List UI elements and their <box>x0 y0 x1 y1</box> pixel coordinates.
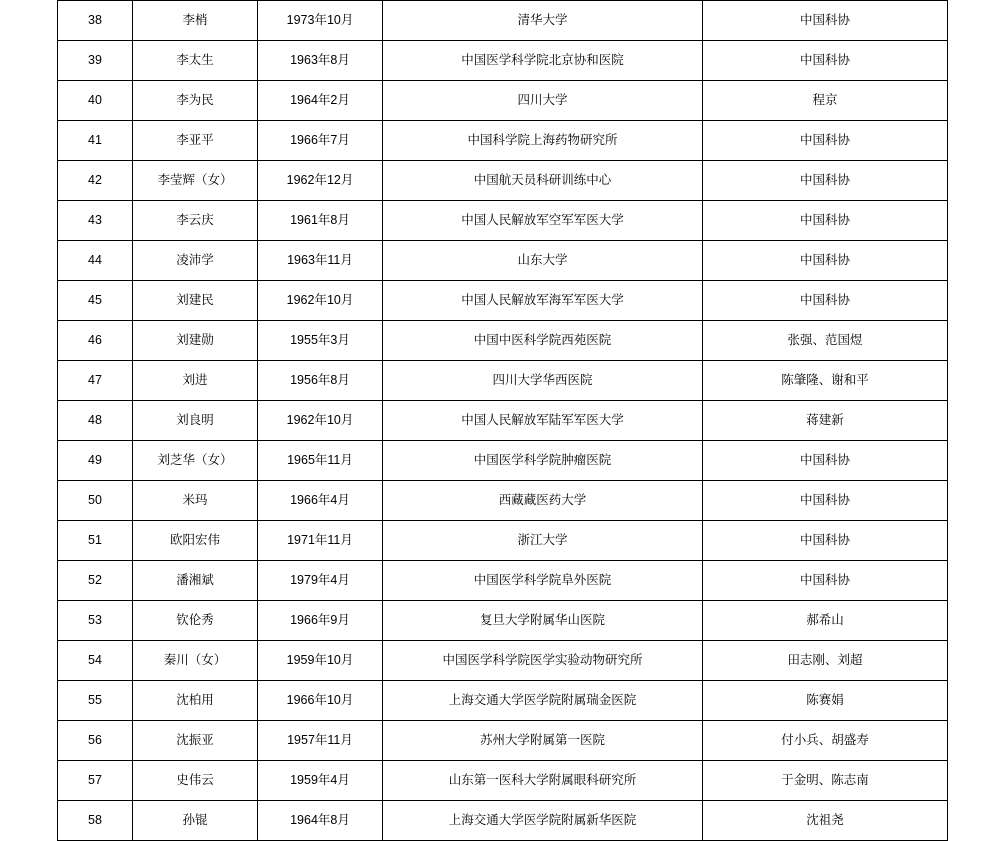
row-index: 58 <box>58 801 133 841</box>
table-row <box>58 281 948 321</box>
table-row <box>58 201 948 241</box>
table-row <box>58 561 948 601</box>
row-index: 39 <box>58 41 133 81</box>
row-index: 54 <box>58 641 133 681</box>
row-name: 孙锟 <box>133 801 258 841</box>
row-org: 中国航天员科研训练中心 <box>383 161 703 201</box>
row-org: 中国医学科学院肿瘤医院 <box>383 441 703 481</box>
row-name: 刘建民 <box>133 281 258 321</box>
row-index: 50 <box>58 481 133 521</box>
row-birth: 1966年9月 <box>258 601 383 641</box>
row-nominator: 郝希山 <box>703 601 948 641</box>
row-name: 欧阳宏伟 <box>133 521 258 561</box>
row-name: 李梢 <box>133 1 258 41</box>
row-nominator: 中国科协 <box>703 161 948 201</box>
row-index: 57 <box>58 761 133 801</box>
row-org: 中国医学科学院阜外医院 <box>383 561 703 601</box>
row-name: 沈振亚 <box>133 721 258 761</box>
table-row <box>58 81 948 121</box>
row-nominator: 中国科协 <box>703 441 948 481</box>
row-nominator: 程京 <box>703 81 948 121</box>
row-nominator: 中国科协 <box>703 561 948 601</box>
row-birth: 1959年4月 <box>258 761 383 801</box>
row-birth: 1963年8月 <box>258 41 383 81</box>
row-birth: 1959年10月 <box>258 641 383 681</box>
table-row <box>58 1 948 41</box>
row-org: 四川大学 <box>383 81 703 121</box>
row-nominator: 中国科协 <box>703 41 948 81</box>
table-row <box>58 761 948 801</box>
row-index: 40 <box>58 81 133 121</box>
row-index: 48 <box>58 401 133 441</box>
row-org: 上海交通大学医学院附属瑞金医院 <box>383 681 703 721</box>
row-birth: 1965年11月 <box>258 441 383 481</box>
row-name: 秦川（女） <box>133 641 258 681</box>
table-row <box>58 161 948 201</box>
row-name: 李亚平 <box>133 121 258 161</box>
row-org: 浙江大学 <box>383 521 703 561</box>
table-row <box>58 241 948 281</box>
row-name: 刘芝华（女） <box>133 441 258 481</box>
table-row <box>58 441 948 481</box>
row-birth: 1962年10月 <box>258 401 383 441</box>
table-row <box>58 801 948 841</box>
row-name: 刘进 <box>133 361 258 401</box>
row-nominator: 蒋建新 <box>703 401 948 441</box>
row-birth: 1966年4月 <box>258 481 383 521</box>
row-nominator: 中国科协 <box>703 121 948 161</box>
row-nominator: 张强、范国煜 <box>703 321 948 361</box>
row-name: 史伟云 <box>133 761 258 801</box>
row-birth: 1962年12月 <box>258 161 383 201</box>
row-nominator: 陈肇隆、谢和平 <box>703 361 948 401</box>
table-row <box>58 641 948 681</box>
row-org: 西藏藏医药大学 <box>383 481 703 521</box>
row-org: 四川大学华西医院 <box>383 361 703 401</box>
table-row <box>58 361 948 401</box>
row-nominator: 中国科协 <box>703 481 948 521</box>
table-row <box>58 601 948 641</box>
row-nominator: 沈祖尧 <box>703 801 948 841</box>
row-index: 49 <box>58 441 133 481</box>
row-index: 55 <box>58 681 133 721</box>
row-name: 李为民 <box>133 81 258 121</box>
row-name: 潘湘斌 <box>133 561 258 601</box>
row-index: 47 <box>58 361 133 401</box>
row-org: 中国科学院上海药物研究所 <box>383 121 703 161</box>
candidates-table <box>57 0 948 841</box>
row-org: 中国人民解放军陆军军医大学 <box>383 401 703 441</box>
row-org: 中国中医科学院西苑医院 <box>383 321 703 361</box>
row-index: 38 <box>58 1 133 41</box>
row-nominator: 中国科协 <box>703 521 948 561</box>
row-birth: 1962年10月 <box>258 281 383 321</box>
row-birth: 1979年4月 <box>258 561 383 601</box>
row-birth: 1961年8月 <box>258 201 383 241</box>
row-index: 52 <box>58 561 133 601</box>
row-index: 42 <box>58 161 133 201</box>
row-nominator: 付小兵、胡盛寿 <box>703 721 948 761</box>
row-birth: 1963年11月 <box>258 241 383 281</box>
row-index: 53 <box>58 601 133 641</box>
row-nominator: 陈赛娟 <box>703 681 948 721</box>
row-nominator: 田志刚、刘超 <box>703 641 948 681</box>
table-row <box>58 481 948 521</box>
row-org: 中国人民解放军海军军医大学 <box>383 281 703 321</box>
row-nominator: 中国科协 <box>703 281 948 321</box>
row-org: 复旦大学附属华山医院 <box>383 601 703 641</box>
row-index: 44 <box>58 241 133 281</box>
row-birth: 1955年3月 <box>258 321 383 361</box>
row-birth: 1971年11月 <box>258 521 383 561</box>
row-name: 刘良明 <box>133 401 258 441</box>
row-birth: 1964年8月 <box>258 801 383 841</box>
row-org: 中国医学科学院北京协和医院 <box>383 41 703 81</box>
row-index: 51 <box>58 521 133 561</box>
row-index: 43 <box>58 201 133 241</box>
table-row <box>58 681 948 721</box>
row-name: 钦伦秀 <box>133 601 258 641</box>
row-name: 李太生 <box>133 41 258 81</box>
row-org: 中国人民解放军空军军医大学 <box>383 201 703 241</box>
row-index: 56 <box>58 721 133 761</box>
row-birth: 1966年7月 <box>258 121 383 161</box>
row-nominator: 于金明、陈志南 <box>703 761 948 801</box>
table-row <box>58 121 948 161</box>
row-org: 苏州大学附属第一医院 <box>383 721 703 761</box>
row-nominator: 中国科协 <box>703 201 948 241</box>
table-row <box>58 321 948 361</box>
row-birth: 1964年2月 <box>258 81 383 121</box>
row-nominator: 中国科协 <box>703 1 948 41</box>
row-birth: 1966年10月 <box>258 681 383 721</box>
row-name: 李莹辉（女） <box>133 161 258 201</box>
candidates-table-body <box>58 1 948 841</box>
row-org: 清华大学 <box>383 1 703 41</box>
row-name: 刘建勋 <box>133 321 258 361</box>
row-index: 41 <box>58 121 133 161</box>
row-index: 45 <box>58 281 133 321</box>
row-nominator: 中国科协 <box>703 241 948 281</box>
row-birth: 1973年10月 <box>258 1 383 41</box>
row-name: 米玛 <box>133 481 258 521</box>
table-row <box>58 721 948 761</box>
table-row <box>58 41 948 81</box>
row-org: 山东第一医科大学附属眼科研究所 <box>383 761 703 801</box>
row-org: 中国医学科学院医学实验动物研究所 <box>383 641 703 681</box>
row-birth: 1956年8月 <box>258 361 383 401</box>
table-row <box>58 521 948 561</box>
row-org: 上海交通大学医学院附属新华医院 <box>383 801 703 841</box>
row-birth: 1957年11月 <box>258 721 383 761</box>
row-index: 46 <box>58 321 133 361</box>
table-row <box>58 401 948 441</box>
row-name: 李云庆 <box>133 201 258 241</box>
row-org: 山东大学 <box>383 241 703 281</box>
row-name: 凌沛学 <box>133 241 258 281</box>
row-name: 沈柏用 <box>133 681 258 721</box>
